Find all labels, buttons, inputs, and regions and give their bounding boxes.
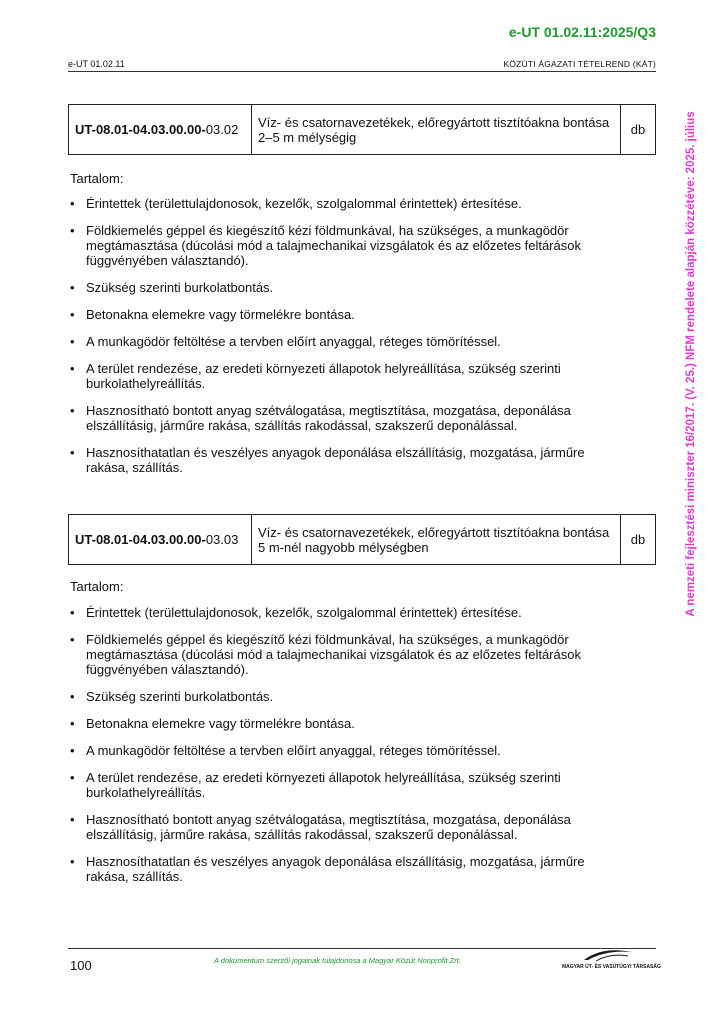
header-rule	[68, 71, 656, 72]
bullet-list-2	[70, 605, 590, 896]
list-item: • Hasznosíthatatlan és veszélyes anyagok deponálása elszállításig, mozgatása, járműre rakása, szállítás.	[70, 445, 590, 475]
side-note	[683, 96, 699, 632]
item-code	[69, 515, 252, 565]
list-item: • A munkagödör feltöltése a tervben előírt anyaggal, réteges tömörítéssel.	[70, 334, 590, 349]
item-row	[69, 515, 656, 565]
bullet-list-1	[70, 196, 590, 487]
list-item: • Érintettek (területtulajdonosok, kezelők, szolgalommal érintettek) értesítése.	[70, 605, 590, 620]
company-logo	[562, 948, 661, 970]
item-code	[69, 105, 252, 155]
list-item: • A terület rendezése, az eredeti környezeti állapotok helyreállítása, szükség szerinti burkolathelyreállítás.	[70, 770, 590, 800]
list-item: • Betonakna elemekre vagy törmelékre bontása.	[70, 307, 590, 322]
footer-note: A dokumentum szerzői jogainak tulajdonosa a Magyar Közút Nonprofit Zrt.	[214, 956, 461, 965]
logo-text: MAGYAR ÚT- ÉS VASÚTÜGYI TÁRSASÁG	[562, 964, 661, 970]
list-item: • A munkagödör feltöltése a tervben előírt anyaggal, réteges tömörítéssel.	[70, 743, 590, 758]
list-item: • Hasznosítható bontott anyag szétválogatása, megtisztítása, mozgatása, deponálása elszállításig, járműre rakása, szállítás rakodással, szakszerű deponálással.	[70, 812, 590, 842]
item-description: Víz- és csatornavezetékek, előregyártott tisztítóakna bontása 5 m-nél nagyobb mélységben	[252, 515, 621, 565]
list-item: • Földkiemelés géppel és kiegészítő kézi földmunkával, ha szükséges, a munkagödör megtámasztása (dúcolási mód a talajmechanikai vizsgálatok és az előzetes feltárások függvényében választandó).	[70, 223, 590, 268]
doc-code: e-UT 01.02.11:2025/Q3	[508, 24, 656, 40]
item-code-bold: UT-08.01-04.03.00.00-	[75, 122, 206, 137]
list-item: • Érintettek (területtulajdonosok, kezelők, szolgalommal érintettek) értesítése.	[70, 196, 590, 211]
header-right: KÖZÚTI ÁGAZATI TÉTELREND (KÁT)	[503, 59, 656, 69]
list-item: • Szükség szerinti burkolatbontás.	[70, 280, 590, 295]
item-table-2	[68, 514, 656, 565]
list-item: • Betonakna elemekre vagy törmelékre bontása.	[70, 716, 590, 731]
page-number: 100	[70, 958, 92, 973]
item-description: Víz- és csatornavezetékek, előregyártott tisztítóakna bontása 2–5 m mélységig	[252, 105, 621, 155]
list-item: • Szükség szerinti burkolatbontás.	[70, 689, 590, 704]
item-code-suffix: 03.03	[205, 532, 239, 547]
content-label: Tartalom:	[70, 171, 124, 186]
list-item: • Hasznosíthatatlan és veszélyes anyagok deponálása elszállításig, mozgatása, járműre rakása, szállítás.	[70, 854, 590, 884]
header-left: e-UT 01.02.11	[68, 59, 125, 69]
logo-swoosh-icon	[582, 948, 634, 962]
item-row	[69, 105, 656, 155]
item-code-suffix: 03.02	[205, 122, 239, 137]
side-note-text: A nemzeti fejlesztési miniszter 16/2017. (V. 25.) NFM rendelete alapján közzétéve: 2025. július	[685, 111, 697, 617]
item-table-1	[68, 104, 656, 155]
list-item: • Földkiemelés géppel és kiegészítő kézi földmunkával, ha szükséges, a munkagödör megtámasztása (dúcolási mód a talajmechanikai vizsgálatok és az előzetes feltárások függvényében választandó).	[70, 632, 590, 677]
item-unit: db	[621, 515, 656, 565]
list-item: • A terület rendezése, az eredeti környezeti állapotok helyreállítása, szükség szerinti burkolathelyreállítás.	[70, 361, 590, 391]
list-item: • Hasznosítható bontott anyag szétválogatása, megtisztítása, mozgatása, deponálása elszállításig, járműre rakása, szállítás rakodással, szakszerű deponálással.	[70, 403, 590, 433]
item-unit: db	[621, 105, 656, 155]
item-code-bold: UT-08.01-04.03.00.00-	[75, 532, 206, 547]
content-label: Tartalom:	[70, 579, 124, 594]
